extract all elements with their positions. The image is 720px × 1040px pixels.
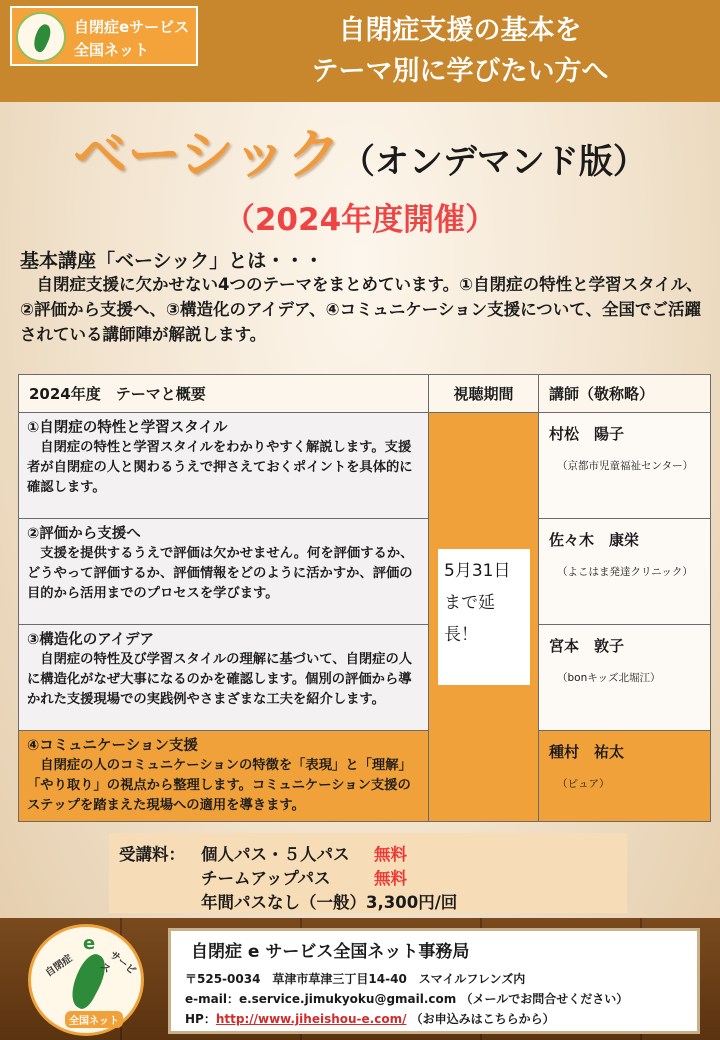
teacher-name: 村松 陽子: [549, 425, 625, 443]
course-table: [18, 374, 711, 822]
topic-title: ④コミュニケーション支援: [27, 738, 198, 754]
header-period: 視聴期間: [429, 375, 539, 413]
contact-box: [168, 928, 700, 1034]
topic-desc: 自閉症の人のコミュニケーションの特徴を「表現」と「理解」「やり取り」の視点から整理します。コミュニケーション支援のステップを踏まえた現場への適用を導きます。: [27, 758, 412, 813]
logo-bottom-left: 自閉症: [43, 953, 75, 980]
main-title: [0, 112, 720, 189]
table-row: [19, 731, 711, 822]
banner-title-line2: テーマ別に学びたい方へ: [311, 56, 609, 87]
banner-title-line1: 自閉症支援の基本を: [338, 15, 582, 46]
email-label: e-mail：: [185, 992, 239, 1006]
header-teacher: 講師（敬称略）: [539, 375, 711, 413]
topic-desc: 自閉症の特性と学習スタイルをわかりやすく解説します。支援者が自閉症の人と関わるうえで押さえておくポイントを具体的に確認します。: [27, 440, 413, 495]
banner-title: [210, 10, 710, 92]
fee-item1-price: 無料: [374, 845, 407, 864]
header-banner: [0, 0, 720, 102]
logo-bottom: [28, 924, 144, 1036]
topic-cell: [19, 625, 429, 731]
logo-line2: 全国ネット: [74, 41, 150, 59]
topic-desc: 支援を提供するうえで評価は欠かせません。何を評価するか、どうやって評価するか、評価情報をどのように活かすか、評価の目的から活用までのプロセスを学びます。: [27, 546, 414, 601]
logo-bottom-right: サービス: [97, 949, 138, 978]
teacher-name: 種村 祐太: [549, 743, 625, 761]
teacher-affiliation: （ピュア）: [557, 778, 610, 790]
table-header-row: [19, 375, 711, 413]
topic-cell: [19, 519, 429, 625]
email-address[interactable]: e.service.jimukyoku@gmail.com: [238, 992, 457, 1006]
fee-label: 受講料：: [119, 845, 185, 864]
logo-top: [10, 6, 198, 66]
logo-bottom-e: e: [83, 933, 96, 954]
hp-link[interactable]: http://www.jiheishou-e.com/: [215, 1012, 407, 1026]
title-sub: （オンデマンド版）: [340, 142, 647, 182]
teacher-affiliation: （京都市児童福祉センター）: [557, 460, 694, 472]
hp-line: [185, 1010, 683, 1027]
table-row: [19, 413, 711, 519]
teacher-cell: [539, 519, 711, 625]
japan-map-icon: [16, 12, 66, 62]
topic-cell: [19, 413, 429, 519]
table-row: [19, 519, 711, 625]
title-main: ベーシック: [73, 123, 341, 186]
fee-item2-price: 無料: [374, 869, 407, 888]
teacher-affiliation: （よこはま発達クリニック）: [557, 566, 693, 578]
period-cell: [429, 413, 539, 822]
hp-label: HP：: [185, 1012, 216, 1026]
topic-cell: [19, 731, 429, 822]
org-name: 自閉症 e サービス全国ネット事務局: [191, 942, 470, 962]
fee-box: [109, 833, 627, 913]
teacher-cell: [539, 625, 711, 731]
title-year: （2024年度開催）: [223, 202, 497, 238]
intro-heading: 基本講座「ベーシック」とは・・・: [20, 250, 324, 272]
fee-item1: 個人パス・５人パス: [201, 845, 350, 864]
topic-title: ③構造化のアイデア: [27, 632, 154, 648]
teacher-cell: [539, 413, 711, 519]
header-topic: 2024年度 テーマと概要: [19, 375, 429, 413]
teacher-affiliation: （bonキッズ北堀江）: [557, 672, 661, 684]
fee-item3: 年間パスなし（一般）3,300円/回: [201, 893, 458, 912]
email-line: [185, 990, 683, 1007]
topic-desc: 自閉症の特性及び学習スタイルの理解に基づいて、自閉症の人に構造化がなぜ大事になるのかを確認します。個別の評価から導かれた支援現場での実践例やさまざまな工夫を紹介します。: [27, 652, 413, 707]
topic-title: ②評価から支援へ: [27, 526, 141, 542]
table-row: [19, 625, 711, 731]
teacher-name: 佐々木 康栄: [549, 531, 640, 549]
email-note: （メールでお問合せください）: [460, 992, 629, 1006]
fee-item2: チームアップパス: [201, 869, 331, 888]
period-notice: 5月31日まで延長！: [438, 549, 530, 685]
teacher-name: 宮本 敦子: [549, 637, 625, 655]
logo-line1: 自閉症eサービス: [74, 18, 190, 36]
org-address: 〒525-0034 草津市草津三丁目14-40 スマイルフレンズ内: [185, 972, 526, 986]
intro-body: 自閉症支援に欠かせない4つのテーマをまとめています。①自閉症の特性と学習スタイル、②評価から支援へ、③構造化のアイデア、④コミュニケーション支援について、全国でご活躍されている講師陣が解説します。: [20, 275, 703, 344]
topic-title: ①自閉症の特性と学習スタイル: [27, 420, 228, 436]
hp-note: （お申込みはこちらから）: [410, 1012, 555, 1026]
logo-bottom-label: 全国ネット: [65, 1011, 123, 1028]
teacher-cell: [539, 731, 711, 822]
